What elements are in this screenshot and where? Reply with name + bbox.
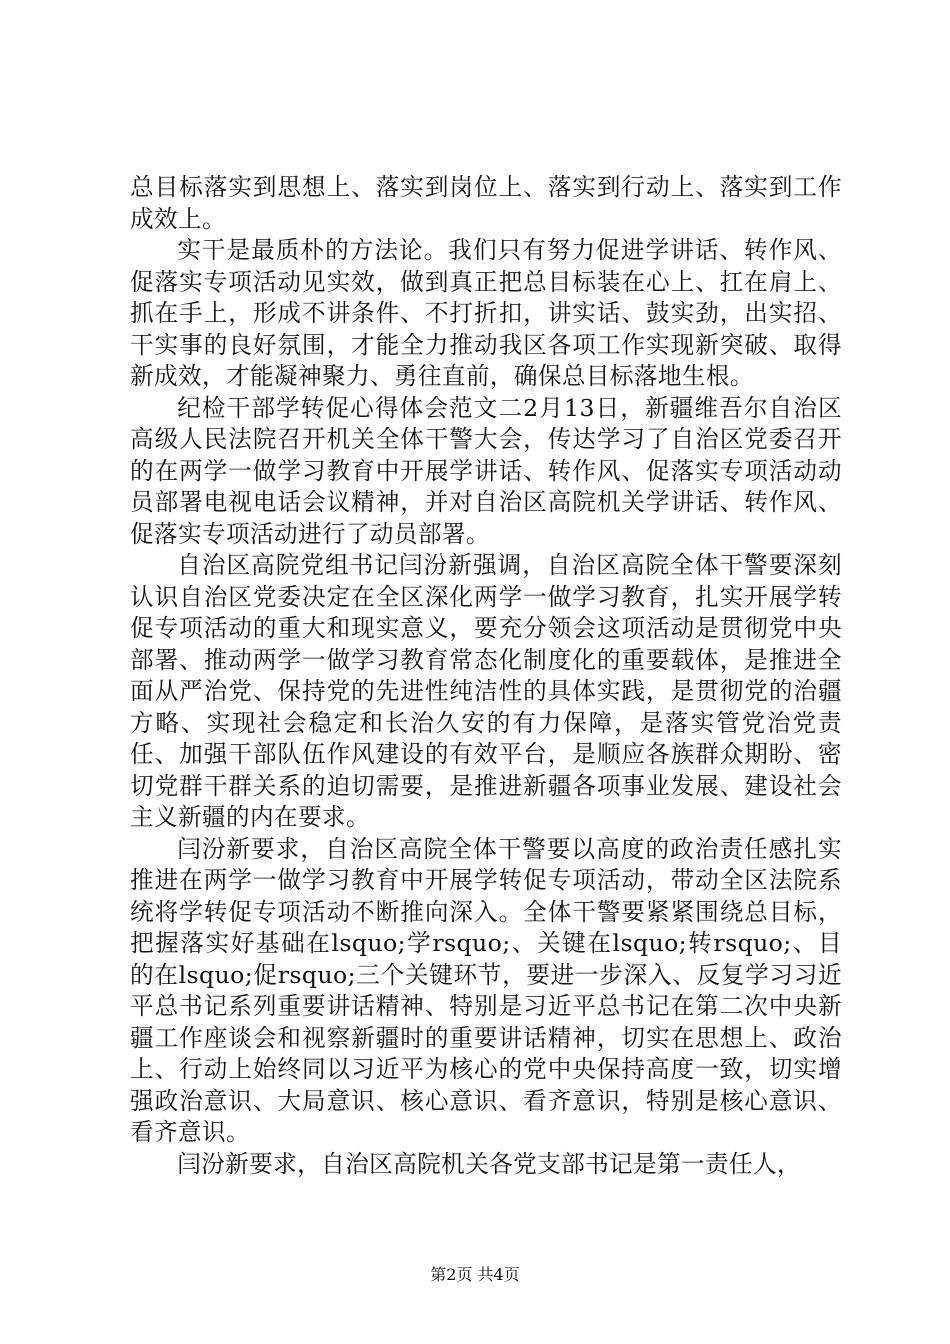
paragraph-4: 自治区高院党组书记闫汾新强调，自治区高院全体干警要深刻认识自治区党委决定在全区深化两学一做学习教育，扎实开展学转促专项活动的重大和现实意义，要充分领会这项活动是贯彻党中央部署、推动两学一做学习教育常态化制度化的重要载体，是推进全面从严治党、保持党的先进性纯洁性的具体实践，是贯彻党的治疆方略、实现社会稳定和长治久安的有力保障，是落实管党治党责任、加强干部队伍作风建设的有效平台，是顺应各族群众期盼、密切党群干群关系的迫切需要，是推进新疆各项事业发展、建设社会主义新疆的内在要求。 (130, 551, 842, 831)
paragraph-3: 纪检干部学转促心得体会范文二2月13日，新疆维吾尔自治区高级人民法院召开机关全体干警大会，传达学习了自治区党委召开的在两学一做学习教育中开展学讲话、转作风、促落实专项活动动员部署电视电话会议精神，并对自治区高院机关学讲话、转作风、促落实专项活动进行了动员部署。 (130, 393, 842, 548)
paragraph-5: 闫汾新要求，自治区高院全体干警要以高度的政治责任感扎实推进在两学一做学习教育中开展学转促专项活动，带动全区法院系统将学转促专项活动不断推向深入。全体干警要紧紧围绕总目标，把握落实好基础在lsquo;学rsquo;、关键在lsquo;转rsquo;、目的在lsquo;促rsquo;三个关键环节，要进一步深入、反复学习习近平总书记系列重要讲话精神、特别是习近平总书记在第二次中央新疆工作座谈会和视察新疆时的重要讲话精神，切实在思想上、政治上、行动上始终同以习近平为核心的党中央保持高度一致，切实增强政治意识、大局意识、核心意识、看齐意识，特别是核心意识、看齐意识。 (130, 834, 842, 1146)
page-footer (0, 1265, 950, 1285)
document-body (130, 172, 842, 1180)
paragraph-2: 实干是最质朴的方法论。我们只有努力促进学讲话、转作风、促落实专项活动见实效，做到真正把总目标装在心上、扛在肩上、抓在手上，形成不讲条件、不打折扣，讲实话、鼓实劲，出实招、干实事的良好氛围，才能全力推动我区各项工作实现新突破、取得新成效，才能凝神聚力、勇往直前，确保总目标落地生根。 (130, 236, 842, 390)
paragraph-1: 总目标落实到思想上、落实到岗位上、落实到行动上、落实到工作成效上。 (130, 173, 842, 233)
paragraph-6: 闫汾新要求，自治区高院机关各党支部书记是第一责任人， (177, 1149, 802, 1178)
page-number-label: 第2页 共4页 (430, 1265, 520, 1284)
